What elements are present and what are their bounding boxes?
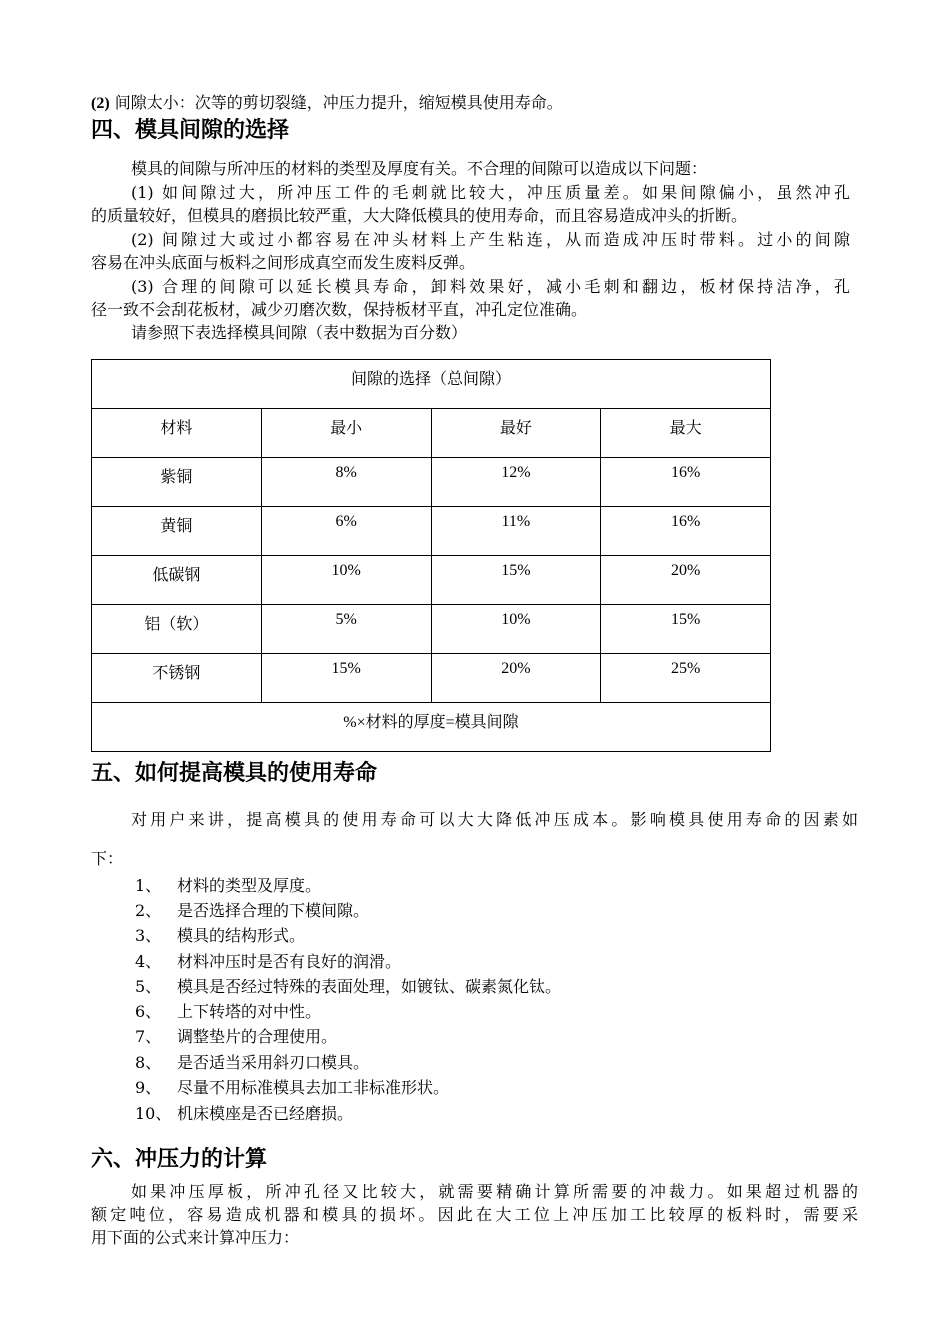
section-5-heading: 五、如何提高模具的使用寿命: [91, 761, 378, 786]
section-4-heading: 四、模具间隙的选择: [91, 118, 290, 143]
section-6-heading: 六、冲压力的计算: [91, 1147, 268, 1172]
cell-max: 15%: [601, 605, 771, 654]
cell-best: 12%: [431, 458, 601, 507]
cell-min: 5%: [261, 605, 431, 654]
paragraph-1-line-2: 的质量较好，但模具的磨损比较严重，大大降低模具的使用寿命，而且容易造成冲头的折断。: [91, 206, 748, 225]
cell-max: 25%: [601, 654, 771, 703]
list-item: 5、 模具是否经过特殊的表面处理，如镀钛、碳素氮化钛。: [135, 977, 562, 996]
section-6-line-2: 额定吨位，容易造成机器和模具的损坏。因此在大工位上冲压加工比较厚的板料时，需要采: [91, 1205, 858, 1224]
cell-max: 16%: [601, 507, 771, 556]
cell-max: 20%: [601, 556, 771, 605]
paragraph-3-line-1: (3) 合理的间隙可以延长模具寿命，卸料效果好，减小毛刺和翻边，板材保持洁净，孔: [131, 277, 850, 296]
list-item: 10、 机床模座是否已经磨损。: [135, 1104, 354, 1123]
table-header-row: [92, 409, 771, 458]
cell-best: 11%: [431, 507, 601, 556]
section-6-line-1: 如果冲压厚板，所冲孔径又比较大，就需要精确计算所需要的冲裁力。如果超过机器的: [131, 1182, 858, 1201]
table-row: [92, 654, 771, 703]
cell-material: 不锈钢: [92, 654, 262, 703]
table-title: 间隙的选择（总间隙）: [92, 360, 771, 409]
note-number: (2): [91, 95, 110, 112]
cell-min: 10%: [261, 556, 431, 605]
table-row: [92, 507, 771, 556]
section-4-intro: 模具的间隙与所冲压的材料的类型及厚度有关。不合理的间隙可以造成以下问题：: [131, 159, 708, 178]
cell-min: 15%: [261, 654, 431, 703]
cell-material: 低碳钢: [92, 556, 262, 605]
table-title-row: [92, 360, 771, 409]
paragraph-2-line-2: 容易在冲头底面与板料之间形成真空而发生废料反弹。: [91, 253, 476, 272]
cell-max: 16%: [601, 458, 771, 507]
section-6-line-3: 用下面的公式来计算冲压力：: [91, 1228, 300, 1247]
list-item: 1、 材料的类型及厚度。: [135, 876, 322, 895]
cell-material: 紫铜: [92, 458, 262, 507]
list-item: 6、 上下转塔的对中性。: [135, 1002, 322, 1021]
header-max: 最大: [601, 409, 771, 458]
table-row: [92, 556, 771, 605]
gap-selection-table: [91, 359, 771, 752]
header-material: 材料: [92, 409, 262, 458]
table-row: [92, 605, 771, 654]
list-item: 8、 是否适当采用斜刃口模具。: [135, 1053, 370, 1072]
cell-best: 15%: [431, 556, 601, 605]
table-footer: %×材料的厚度=模具间隙: [92, 703, 771, 752]
table-footer-row: [92, 703, 771, 752]
cell-best: 20%: [431, 654, 601, 703]
list-item: 4、 材料冲压时是否有良好的润滑。: [135, 952, 402, 971]
table-row: [92, 458, 771, 507]
gap-too-small-note: [91, 92, 563, 115]
note-text: 间隙太小：次等的剪切裂缝，冲压力提升，缩短模具使用寿命。: [109, 93, 563, 112]
section-5-intro-line-2: 下：: [91, 849, 124, 868]
list-item: 3、 模具的结构形式。: [135, 926, 306, 945]
table-intro: 请参照下表选择模具间隙（表中数据为百分数）: [131, 323, 468, 342]
cell-min: 8%: [261, 458, 431, 507]
paragraph-1-line-1: (1) 如间隙过大，所冲压工件的毛刺就比较大，冲压质量差。如果间隙偏小，虽然冲孔: [131, 183, 850, 202]
list-item: 9、 尽量不用标准模具去加工非标准形状。: [135, 1078, 450, 1097]
paragraph-3-line-2: 径一致不会刮花板材，减少刃磨次数，保持板材平直，冲孔定位准确。: [91, 300, 588, 319]
cell-min: 6%: [261, 507, 431, 556]
header-min: 最小: [261, 409, 431, 458]
paragraph-2-line-1: (2) 间隙过大或过小都容易在冲头材料上产生粘连，从而造成冲压时带料。过小的间隙: [131, 230, 850, 249]
section-5-intro-line-1: 对用户来讲，提高模具的使用寿命可以大大降低冲压成本。影响模具使用寿命的因素如: [131, 810, 858, 829]
list-item: 7、 调整垫片的合理使用。: [135, 1027, 338, 1046]
list-item: 2、 是否选择合理的下模间隙。: [135, 901, 370, 920]
cell-material: 黄铜: [92, 507, 262, 556]
header-best: 最好: [431, 409, 601, 458]
cell-material: 铝（软）: [92, 605, 262, 654]
cell-best: 10%: [431, 605, 601, 654]
